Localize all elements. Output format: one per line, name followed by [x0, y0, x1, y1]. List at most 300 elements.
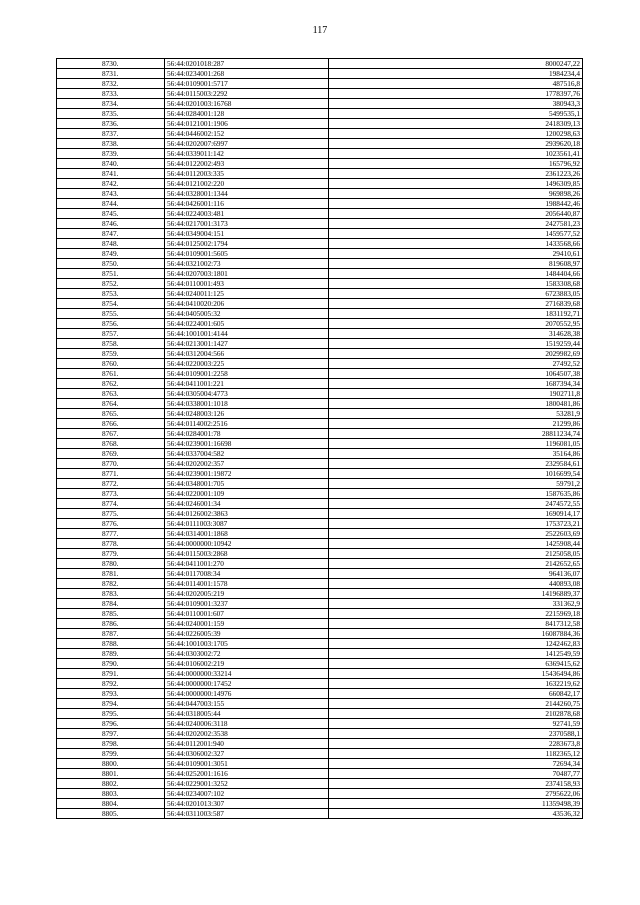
row-number-cell: 8771. [57, 469, 165, 479]
cadastral-number-cell: 56:44:0410020:206 [165, 299, 329, 309]
cadastral-value-cell: 2329584,61 [329, 459, 583, 469]
row-number-cell: 8780. [57, 559, 165, 569]
cadastral-number-cell: 56:44:0349004:151 [165, 229, 329, 239]
table-row [57, 309, 583, 319]
table-row [57, 739, 583, 749]
cadastral-value-cell: 1412549,59 [329, 649, 583, 659]
table-row [57, 219, 583, 229]
cadastral-value-cell: 2215969,18 [329, 609, 583, 619]
cadastral-value-cell: 1496309,85 [329, 179, 583, 189]
cadastral-number-cell: 56:44:0110001:607 [165, 609, 329, 619]
cadastral-number-cell: 56:44:0126002:3863 [165, 509, 329, 519]
cadastral-value-cell: 964136,07 [329, 569, 583, 579]
row-number-cell: 8746. [57, 219, 165, 229]
row-number-cell: 8773. [57, 489, 165, 499]
cadastral-number-cell: 56:44:0121001:1906 [165, 119, 329, 129]
row-number-cell: 8775. [57, 509, 165, 519]
cadastral-number-cell: 56:44:0447003:155 [165, 699, 329, 709]
table-row [57, 729, 583, 739]
table-row [57, 209, 583, 219]
cadastral-number-cell: 56:44:0411001:221 [165, 379, 329, 389]
cadastral-number-cell: 56:44:0405005:32 [165, 309, 329, 319]
cadastral-value-cell: 2361223,26 [329, 169, 583, 179]
cadastral-value-cell: 1753723,21 [329, 519, 583, 529]
row-number-cell: 8772. [57, 479, 165, 489]
cadastral-number-cell: 56:44:0426001:116 [165, 199, 329, 209]
table-row [57, 299, 583, 309]
table-row [57, 439, 583, 449]
cadastral-number-cell: 56:44:0202002:357 [165, 459, 329, 469]
row-number-cell: 8794. [57, 699, 165, 709]
row-number-cell: 8759. [57, 349, 165, 359]
row-number-cell: 8770. [57, 459, 165, 469]
table-row [57, 89, 583, 99]
table-row [57, 799, 583, 809]
cadastral-number-cell: 56:44:0114002:2516 [165, 419, 329, 429]
row-number-cell: 8784. [57, 599, 165, 609]
cadastral-number-cell: 56:44:0121002:220 [165, 179, 329, 189]
cadastral-value-cell: 1459577,52 [329, 229, 583, 239]
table-row [57, 549, 583, 559]
table-row [57, 79, 583, 89]
cadastral-value-cell: 1242462,83 [329, 639, 583, 649]
row-number-cell: 8778. [57, 539, 165, 549]
row-number-cell: 8761. [57, 369, 165, 379]
table-row [57, 469, 583, 479]
row-number-cell: 8801. [57, 769, 165, 779]
cadastral-number-cell: 56:44:0306002:327 [165, 749, 329, 759]
row-number-cell: 8793. [57, 689, 165, 699]
cadastral-value-cell: 2939620,18 [329, 139, 583, 149]
cadastral-value-cell: 2716839,68 [329, 299, 583, 309]
cadastral-value-cell: 35164,86 [329, 449, 583, 459]
table-row [57, 509, 583, 519]
cadastral-number-cell: 56:44:0109001:5605 [165, 249, 329, 259]
cadastral-value-cell: 331362,9 [329, 599, 583, 609]
table-row [57, 589, 583, 599]
row-number-cell: 8737. [57, 129, 165, 139]
table-row [57, 429, 583, 439]
table-row [57, 659, 583, 669]
table-row [57, 539, 583, 549]
cadastral-value-cell: 43536,32 [329, 809, 583, 819]
row-number-cell: 8754. [57, 299, 165, 309]
cadastral-number-cell: 56:44:0312004:566 [165, 349, 329, 359]
cadastral-number-cell: 56:44:0339011:142 [165, 149, 329, 159]
row-number-cell: 8787. [57, 629, 165, 639]
table-row [57, 709, 583, 719]
table-row [57, 669, 583, 679]
table-row [57, 599, 583, 609]
row-number-cell: 8792. [57, 679, 165, 689]
table-row [57, 639, 583, 649]
row-number-cell: 8756. [57, 319, 165, 329]
cadastral-value-cell: 11359498,39 [329, 799, 583, 809]
row-number-cell: 8781. [57, 569, 165, 579]
table-row [57, 479, 583, 489]
cadastral-number-cell: 56:44:0246001:34 [165, 499, 329, 509]
row-number-cell: 8738. [57, 139, 165, 149]
table-row [57, 109, 583, 119]
table-row [57, 229, 583, 239]
table-row [57, 59, 583, 69]
cadastral-number-cell: 56:44:0338001:1018 [165, 399, 329, 409]
cadastral-value-cell: 72694,34 [329, 759, 583, 769]
row-number-cell: 8791. [57, 669, 165, 679]
cadastral-value-cell: 1902711,8 [329, 389, 583, 399]
row-number-cell: 8762. [57, 379, 165, 389]
table-row [57, 459, 583, 469]
cadastral-number-cell: 56:44:0202007:6997 [165, 139, 329, 149]
row-number-cell: 8765. [57, 409, 165, 419]
row-number-cell: 8804. [57, 799, 165, 809]
cadastral-number-cell: 56:44:0240001:159 [165, 619, 329, 629]
cadastral-number-cell: 56:44:0239001:19872 [165, 469, 329, 479]
table-row [57, 609, 583, 619]
cadastral-value-cell: 5499535,1 [329, 109, 583, 119]
row-number-cell: 8743. [57, 189, 165, 199]
cadastral-number-cell: 56:44:0125002:1794 [165, 239, 329, 249]
row-number-cell: 8786. [57, 619, 165, 629]
table-row [57, 689, 583, 699]
row-number-cell: 8750. [57, 259, 165, 269]
row-number-cell: 8769. [57, 449, 165, 459]
cadastral-number-cell: 56:44:0201003:16768 [165, 99, 329, 109]
row-number-cell: 8777. [57, 529, 165, 539]
row-number-cell: 8748. [57, 239, 165, 249]
cadastral-value-cell: 1587635,86 [329, 489, 583, 499]
cadastral-number-cell: 56:44:0207003:1801 [165, 269, 329, 279]
cadastral-number-cell: 56:44:0248003:126 [165, 409, 329, 419]
cadastral-value-cell: 1800481,86 [329, 399, 583, 409]
cadastral-value-cell: 1484404,66 [329, 269, 583, 279]
cadastral-number-cell: 56:44:0202002:3538 [165, 729, 329, 739]
cadastral-number-cell: 56:44:0252001:1616 [165, 769, 329, 779]
table-row [57, 769, 583, 779]
table-row [57, 179, 583, 189]
cadastral-number-cell: 56:44:0311003:587 [165, 809, 329, 819]
table-row [57, 809, 583, 819]
cadastral-number-cell: 56:44:0111003:3087 [165, 519, 329, 529]
table-row [57, 259, 583, 269]
cadastral-number-cell: 56:44:0229001:3252 [165, 779, 329, 789]
table-row [57, 699, 583, 709]
row-number-cell: 8753. [57, 289, 165, 299]
row-number-cell: 8751. [57, 269, 165, 279]
table-row [57, 189, 583, 199]
table-row [57, 379, 583, 389]
cadastral-value-cell: 14196889,37 [329, 589, 583, 599]
cadastral-value-cell: 15436494,86 [329, 669, 583, 679]
table-row [57, 279, 583, 289]
row-number-cell: 8802. [57, 779, 165, 789]
table-row [57, 139, 583, 149]
table-row [57, 779, 583, 789]
cadastral-number-cell: 56:44:0305004:4773 [165, 389, 329, 399]
cadastral-value-cell: 8000247,22 [329, 59, 583, 69]
cadastral-value-cell: 165796,92 [329, 159, 583, 169]
table-row [57, 249, 583, 259]
table-row [57, 359, 583, 369]
row-number-cell: 8740. [57, 159, 165, 169]
table-row [57, 389, 583, 399]
cadastral-value-cell: 2144260,75 [329, 699, 583, 709]
cadastral-number-cell: 56:44:0224001:605 [165, 319, 329, 329]
cadastral-number-cell: 56:44:0115003:2292 [165, 89, 329, 99]
row-number-cell: 8742. [57, 179, 165, 189]
cadastral-value-cell: 1433568,66 [329, 239, 583, 249]
row-number-cell: 8800. [57, 759, 165, 769]
cadastral-number-cell: 56:44:1001003:1705 [165, 639, 329, 649]
cadastral-number-cell: 56:44:0110001:493 [165, 279, 329, 289]
cadastral-value-cell: 27492,52 [329, 359, 583, 369]
page-number: 117 [312, 25, 328, 36]
row-number-cell: 8785. [57, 609, 165, 619]
cadastral-value-cell: 2474572,55 [329, 499, 583, 509]
row-number-cell: 8758. [57, 339, 165, 349]
row-number-cell: 8730. [57, 59, 165, 69]
cadastral-value-cell: 2283673,8 [329, 739, 583, 749]
cadastral-number-cell: 56:44:0446002:152 [165, 129, 329, 139]
cadastral-number-cell: 56:44:0328001:1344 [165, 189, 329, 199]
cadastral-number-cell: 56:44:0239001:16698 [165, 439, 329, 449]
cadastral-number-cell: 56:44:0000000:17452 [165, 679, 329, 689]
cadastral-value-cell: 440893,08 [329, 579, 583, 589]
cadastral-number-cell: 56:44:0114001:1578 [165, 579, 329, 589]
table-row [57, 319, 583, 329]
table-body [57, 59, 583, 819]
cadastral-value-cell: 487516,8 [329, 79, 583, 89]
cadastral-value-cell: 1196081,05 [329, 439, 583, 449]
cadastral-number-cell: 56:44:0213001:1427 [165, 339, 329, 349]
table-row [57, 289, 583, 299]
cadastral-number-cell: 56:44:0201013:307 [165, 799, 329, 809]
cadastral-value-cell: 2427581,23 [329, 219, 583, 229]
table-row [57, 499, 583, 509]
row-number-cell: 8755. [57, 309, 165, 319]
cadastral-number-cell: 56:44:0314001:1868 [165, 529, 329, 539]
table-row [57, 339, 583, 349]
row-number-cell: 8760. [57, 359, 165, 369]
cadastral-number-cell: 56:44:0234007:102 [165, 789, 329, 799]
table-row [57, 489, 583, 499]
cadastral-number-cell: 56:44:0411001:270 [165, 559, 329, 569]
cadastral-value-cell: 1984234,4 [329, 69, 583, 79]
cadastral-value-cell: 1690914,17 [329, 509, 583, 519]
row-number-cell: 8789. [57, 649, 165, 659]
cadastral-value-cell: 70487,77 [329, 769, 583, 779]
cadastral-number-cell: 56:44:0109001:3237 [165, 599, 329, 609]
cadastral-value-cell: 6369415,62 [329, 659, 583, 669]
cadastral-value-cell: 1988442,46 [329, 199, 583, 209]
row-number-cell: 8752. [57, 279, 165, 289]
cadastral-number-cell: 56:44:0109001:3051 [165, 759, 329, 769]
row-number-cell: 8768. [57, 439, 165, 449]
cadastral-value-cell: 2102878,68 [329, 709, 583, 719]
table-row [57, 399, 583, 409]
cadastral-number-cell: 56:44:0106002:219 [165, 659, 329, 669]
cadastral-value-cell: 1425908,44 [329, 539, 583, 549]
cadastral-number-cell: 56:44:0201018:287 [165, 59, 329, 69]
row-number-cell: 8805. [57, 809, 165, 819]
table-row [57, 559, 583, 569]
cadastral-value-cell: 28811234,74 [329, 429, 583, 439]
cadastral-number-cell: 56:44:1001001:4144 [165, 329, 329, 339]
cadastral-number-cell: 56:44:0240006:3118 [165, 719, 329, 729]
cadastral-value-cell: 660842,17 [329, 689, 583, 699]
cadastral-number-cell: 56:44:0220001:109 [165, 489, 329, 499]
row-number-cell: 8741. [57, 169, 165, 179]
table-row [57, 119, 583, 129]
cadastral-number-cell: 56:44:0303002:72 [165, 649, 329, 659]
table-row [57, 329, 583, 339]
cadastral-number-cell: 56:44:0112003:335 [165, 169, 329, 179]
cadastral-value-table [56, 58, 583, 819]
table-row [57, 419, 583, 429]
table-row [57, 99, 583, 109]
table-row [57, 129, 583, 139]
table-row [57, 449, 583, 459]
row-number-cell: 8783. [57, 589, 165, 599]
cadastral-value-cell: 2070552,95 [329, 319, 583, 329]
row-number-cell: 8766. [57, 419, 165, 429]
table-row [57, 789, 583, 799]
table-row [57, 199, 583, 209]
cadastral-number-cell: 56:44:0226005:39 [165, 629, 329, 639]
cadastral-value-cell: 29410,61 [329, 249, 583, 259]
table-row [57, 629, 583, 639]
table-row [57, 679, 583, 689]
cadastral-value-cell: 314628,38 [329, 329, 583, 339]
cadastral-number-cell: 56:44:0115003:2868 [165, 549, 329, 559]
cadastral-value-cell: 6723883,05 [329, 289, 583, 299]
cadastral-number-cell: 56:44:0112001:940 [165, 739, 329, 749]
cadastral-value-cell: 2795622,06 [329, 789, 583, 799]
row-number-cell: 8798. [57, 739, 165, 749]
row-number-cell: 8732. [57, 79, 165, 89]
cadastral-value-cell: 21299,86 [329, 419, 583, 429]
cadastral-value-cell: 2418309,13 [329, 119, 583, 129]
cadastral-value-cell: 2125058,05 [329, 549, 583, 559]
cadastral-number-cell: 56:44:0348001:705 [165, 479, 329, 489]
table-row [57, 239, 583, 249]
cadastral-value-cell: 16087884,36 [329, 629, 583, 639]
row-number-cell: 8797. [57, 729, 165, 739]
row-number-cell: 8767. [57, 429, 165, 439]
table-row [57, 569, 583, 579]
table-row [57, 759, 583, 769]
row-number-cell: 8749. [57, 249, 165, 259]
table-row [57, 169, 583, 179]
cadastral-number-cell: 56:44:0109001:2258 [165, 369, 329, 379]
cadastral-number-cell: 56:44:0117008:34 [165, 569, 329, 579]
cadastral-value-cell: 59791,2 [329, 479, 583, 489]
table-row [57, 69, 583, 79]
row-number-cell: 8779. [57, 549, 165, 559]
table-row [57, 369, 583, 379]
table-row [57, 519, 583, 529]
table-row [57, 719, 583, 729]
cadastral-number-cell: 56:44:0284001:128 [165, 109, 329, 119]
cadastral-value-cell: 1023561,41 [329, 149, 583, 159]
row-number-cell: 8788. [57, 639, 165, 649]
cadastral-number-cell: 56:44:0109001:5717 [165, 79, 329, 89]
cadastral-value-cell: 1182365,12 [329, 749, 583, 759]
table-row [57, 649, 583, 659]
cadastral-value-cell: 2370588,1 [329, 729, 583, 739]
cadastral-number-cell: 56:44:0202005:219 [165, 589, 329, 599]
row-number-cell: 8796. [57, 719, 165, 729]
cadastral-value-cell: 1831192,71 [329, 309, 583, 319]
row-number-cell: 8735. [57, 109, 165, 119]
cadastral-value-cell: 92741,59 [329, 719, 583, 729]
row-number-cell: 8774. [57, 499, 165, 509]
row-number-cell: 8776. [57, 519, 165, 529]
cadastral-value-cell: 1200298,63 [329, 129, 583, 139]
cadastral-value-cell: 53281,9 [329, 409, 583, 419]
table-row [57, 349, 583, 359]
row-number-cell: 8736. [57, 119, 165, 129]
row-number-cell: 8745. [57, 209, 165, 219]
table-row [57, 579, 583, 589]
cadastral-value-cell: 8417312,58 [329, 619, 583, 629]
table-row [57, 269, 583, 279]
cadastral-value-cell: 2522603,69 [329, 529, 583, 539]
row-number-cell: 8782. [57, 579, 165, 589]
cadastral-value-cell: 380943,3 [329, 99, 583, 109]
cadastral-value-cell: 2029982,69 [329, 349, 583, 359]
cadastral-value-cell: 819608,97 [329, 259, 583, 269]
cadastral-value-cell: 1632219,62 [329, 679, 583, 689]
cadastral-value-cell: 2056440,87 [329, 209, 583, 219]
row-number-cell: 8803. [57, 789, 165, 799]
cadastral-number-cell: 56:44:0234001:268 [165, 69, 329, 79]
row-number-cell: 8795. [57, 709, 165, 719]
cadastral-number-cell: 56:44:0122002:493 [165, 159, 329, 169]
table-row [57, 409, 583, 419]
cadastral-number-cell: 56:44:0240011:125 [165, 289, 329, 299]
cadastral-number-cell: 56:44:0321002:73 [165, 259, 329, 269]
cadastral-value-cell: 2142652,65 [329, 559, 583, 569]
cadastral-value-cell: 1778397,76 [329, 89, 583, 99]
table-row [57, 619, 583, 629]
row-number-cell: 8733. [57, 89, 165, 99]
cadastral-value-cell: 1583308,68 [329, 279, 583, 289]
row-number-cell: 8744. [57, 199, 165, 209]
cadastral-value-cell: 969898,26 [329, 189, 583, 199]
row-number-cell: 8764. [57, 399, 165, 409]
cadastral-value-cell: 2374158,93 [329, 779, 583, 789]
row-number-cell: 8739. [57, 149, 165, 159]
cadastral-number-cell: 56:44:0000000:33214 [165, 669, 329, 679]
row-number-cell: 8799. [57, 749, 165, 759]
row-number-cell: 8757. [57, 329, 165, 339]
cadastral-number-cell: 56:44:0284001:78 [165, 429, 329, 439]
row-number-cell: 8790. [57, 659, 165, 669]
row-number-cell: 8734. [57, 99, 165, 109]
table-row [57, 149, 583, 159]
row-number-cell: 8731. [57, 69, 165, 79]
cadastral-number-cell: 56:44:0337004:582 [165, 449, 329, 459]
cadastral-value-cell: 1519259,44 [329, 339, 583, 349]
cadastral-number-cell: 56:44:0000000:14976 [165, 689, 329, 699]
row-number-cell: 8763. [57, 389, 165, 399]
cadastral-number-cell: 56:44:0217001:3173 [165, 219, 329, 229]
cadastral-value-cell: 1016699,54 [329, 469, 583, 479]
cadastral-number-cell: 56:44:0224003:481 [165, 209, 329, 219]
table-row [57, 749, 583, 759]
cadastral-number-cell: 56:44:0000000:10942 [165, 539, 329, 549]
